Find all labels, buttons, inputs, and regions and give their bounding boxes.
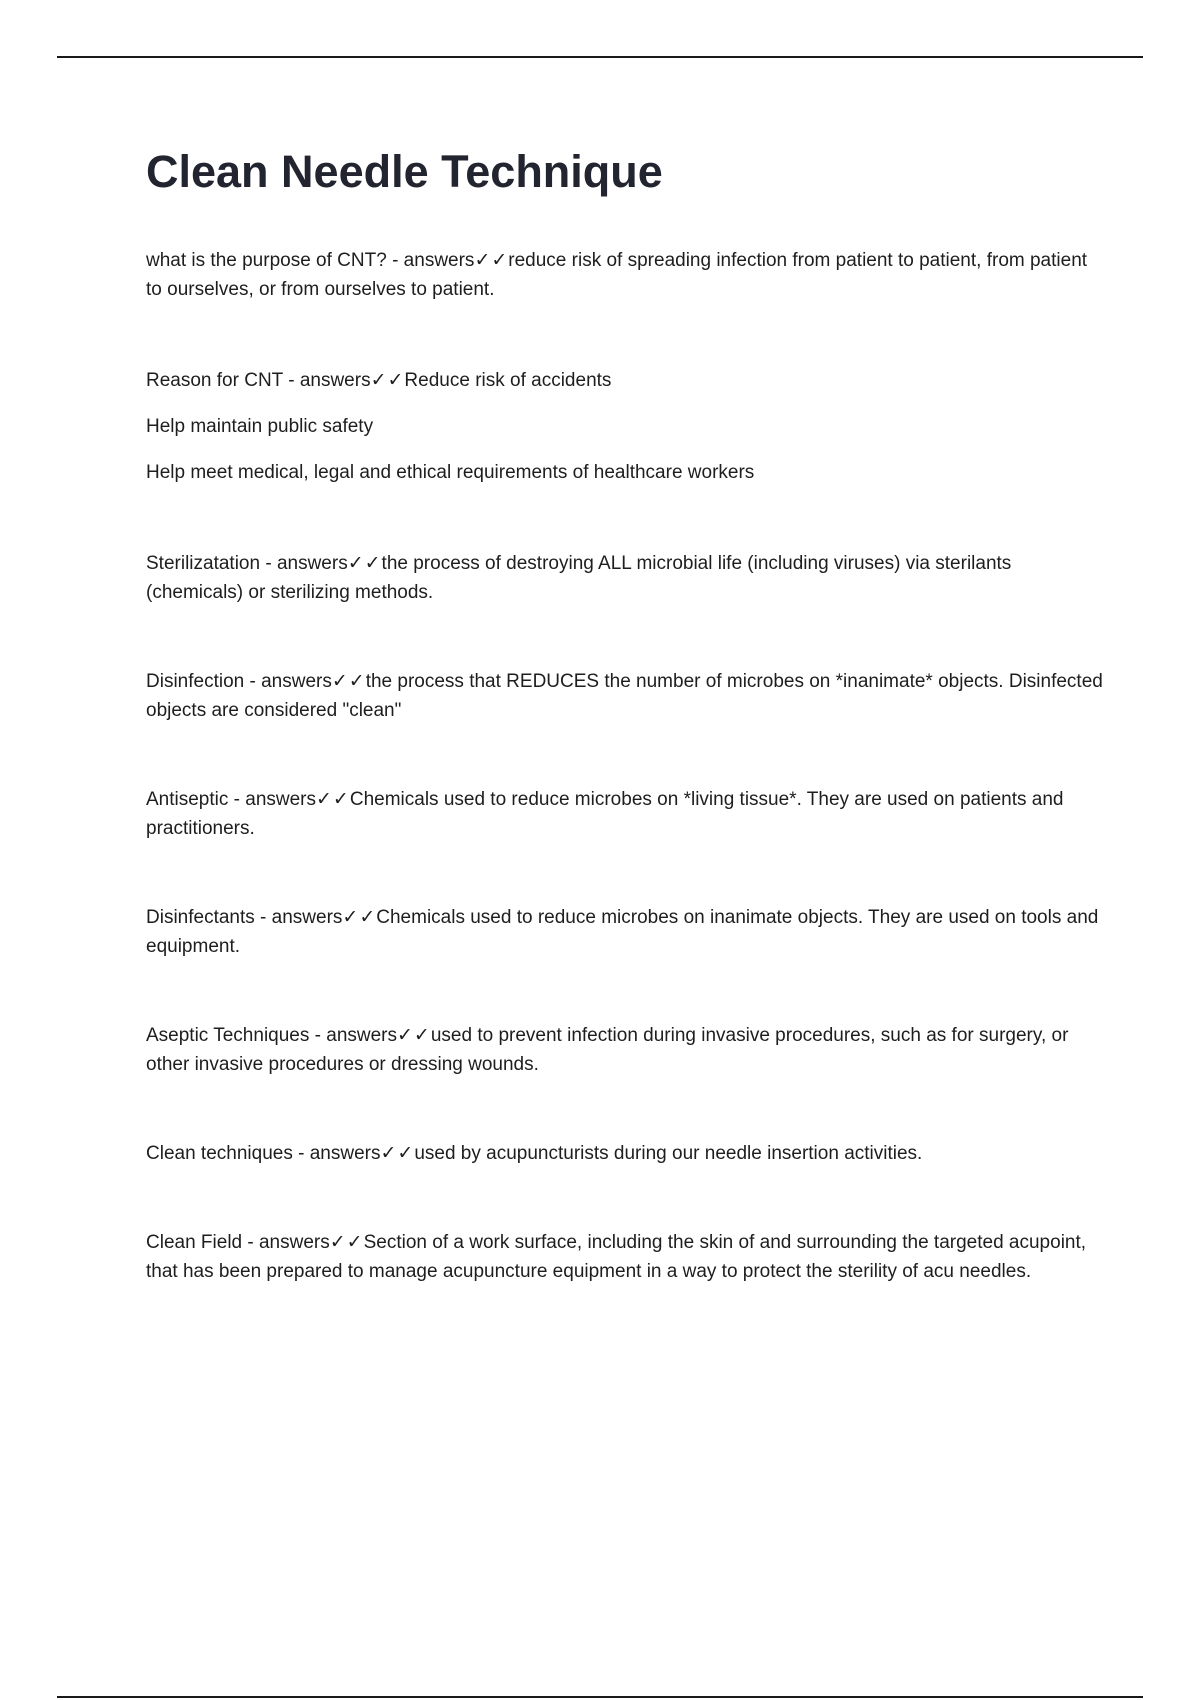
qa-text bbox=[146, 903, 1106, 961]
page-title: Clean Needle Technique bbox=[146, 146, 663, 197]
qa-term: Sterilizatation bbox=[146, 553, 261, 574]
check-mark-icon: ✓✓ bbox=[474, 250, 509, 271]
qa-extra-line: Help maintain public safety bbox=[146, 416, 374, 437]
qa-answer: used to prevent infection during invasive procedures, such as for surgery, or other invasive procedures or dressing wounds. bbox=[146, 1025, 1069, 1075]
qa-answer: Chemicals used to reduce microbes on *living tissue*. They are used on patients and practitioners. bbox=[146, 789, 1064, 839]
qa-separator: - answers bbox=[228, 789, 317, 810]
qa-answer: used by acupuncturists during our needle insertion activities. bbox=[414, 1143, 923, 1164]
qa-answer: Reduce risk of accidents bbox=[404, 370, 612, 391]
qa-separator: - answers bbox=[292, 1143, 381, 1164]
qa-term: Clean techniques bbox=[146, 1143, 293, 1164]
check-mark-icon: ✓✓ bbox=[347, 553, 382, 574]
qa-text bbox=[146, 1139, 1106, 1168]
check-mark-icon: ✓✓ bbox=[331, 671, 366, 692]
qa-item bbox=[146, 667, 1106, 725]
qa-answer: the process that REDUCES the number of microbes on *inanimate* objects. Disinfected objects are considered "clean" bbox=[146, 671, 1103, 721]
qa-item bbox=[146, 1021, 1106, 1079]
bottom-rule bbox=[57, 1696, 1143, 1698]
check-mark-icon: ✓✓ bbox=[342, 907, 377, 928]
check-mark-icon: ✓✓ bbox=[397, 1025, 431, 1046]
qa-item bbox=[146, 1228, 1106, 1286]
qa-answer: the process of destroying ALL microbial life (including viruses) via sterilants (chemicals) or sterilizing methods. bbox=[146, 553, 1012, 603]
qa-text bbox=[146, 1228, 1106, 1286]
qa-answer: reduce risk of spreading infection from patient to patient, from patient to ourselves, or from ourselves to patient. bbox=[146, 250, 1088, 300]
qa-text bbox=[146, 366, 1106, 395]
qa-term: Clean Field bbox=[146, 1232, 243, 1253]
qa-item bbox=[146, 903, 1106, 961]
qa-separator: - answers bbox=[386, 250, 475, 271]
qa-text bbox=[146, 1021, 1106, 1079]
qa-answer: Chemicals used to reduce microbes on inanimate objects. They are used on tools and equipment. bbox=[146, 907, 1099, 957]
check-mark-icon: ✓✓ bbox=[380, 1143, 415, 1164]
qa-answer: Section of a work surface, including the skin of and surrounding the targeted acupoint, that has been prepared to manage acupuncture equipment in a way to protect the sterility of acu needles. bbox=[146, 1232, 1087, 1282]
qa-separator: - answers bbox=[260, 553, 348, 574]
qa-text bbox=[146, 246, 1106, 304]
qa-item bbox=[146, 1139, 1106, 1168]
qa-text bbox=[146, 667, 1106, 725]
qa-item bbox=[146, 366, 1106, 487]
check-mark-icon: ✓✓ bbox=[316, 789, 350, 810]
qa-separator: - answers bbox=[242, 1232, 330, 1253]
qa-item bbox=[146, 785, 1106, 843]
qa-text bbox=[146, 785, 1106, 843]
qa-term: Reason for CNT bbox=[146, 370, 283, 391]
check-mark-icon: ✓✓ bbox=[370, 370, 405, 391]
qa-item bbox=[146, 246, 1106, 304]
qa-separator: - answers bbox=[282, 370, 371, 391]
qa-term: Disinfectants bbox=[146, 907, 255, 928]
qa-separator: - answers bbox=[309, 1025, 398, 1046]
top-rule bbox=[57, 56, 1143, 58]
qa-term: Antiseptic bbox=[146, 789, 229, 810]
qa-term: what is the purpose of CNT? bbox=[146, 250, 387, 271]
qa-separator: - answers bbox=[244, 671, 332, 692]
qa-text bbox=[146, 549, 1106, 607]
qa-item bbox=[146, 549, 1106, 607]
qa-term: Disinfection bbox=[146, 671, 245, 692]
qa-term: Aseptic Techniques bbox=[146, 1025, 310, 1046]
check-mark-icon: ✓✓ bbox=[329, 1232, 364, 1253]
document-body bbox=[146, 142, 1106, 1286]
qa-separator: - answers bbox=[254, 907, 343, 928]
qa-extra-line: Help meet medical, legal and ethical requirements of healthcare workers bbox=[146, 462, 755, 483]
